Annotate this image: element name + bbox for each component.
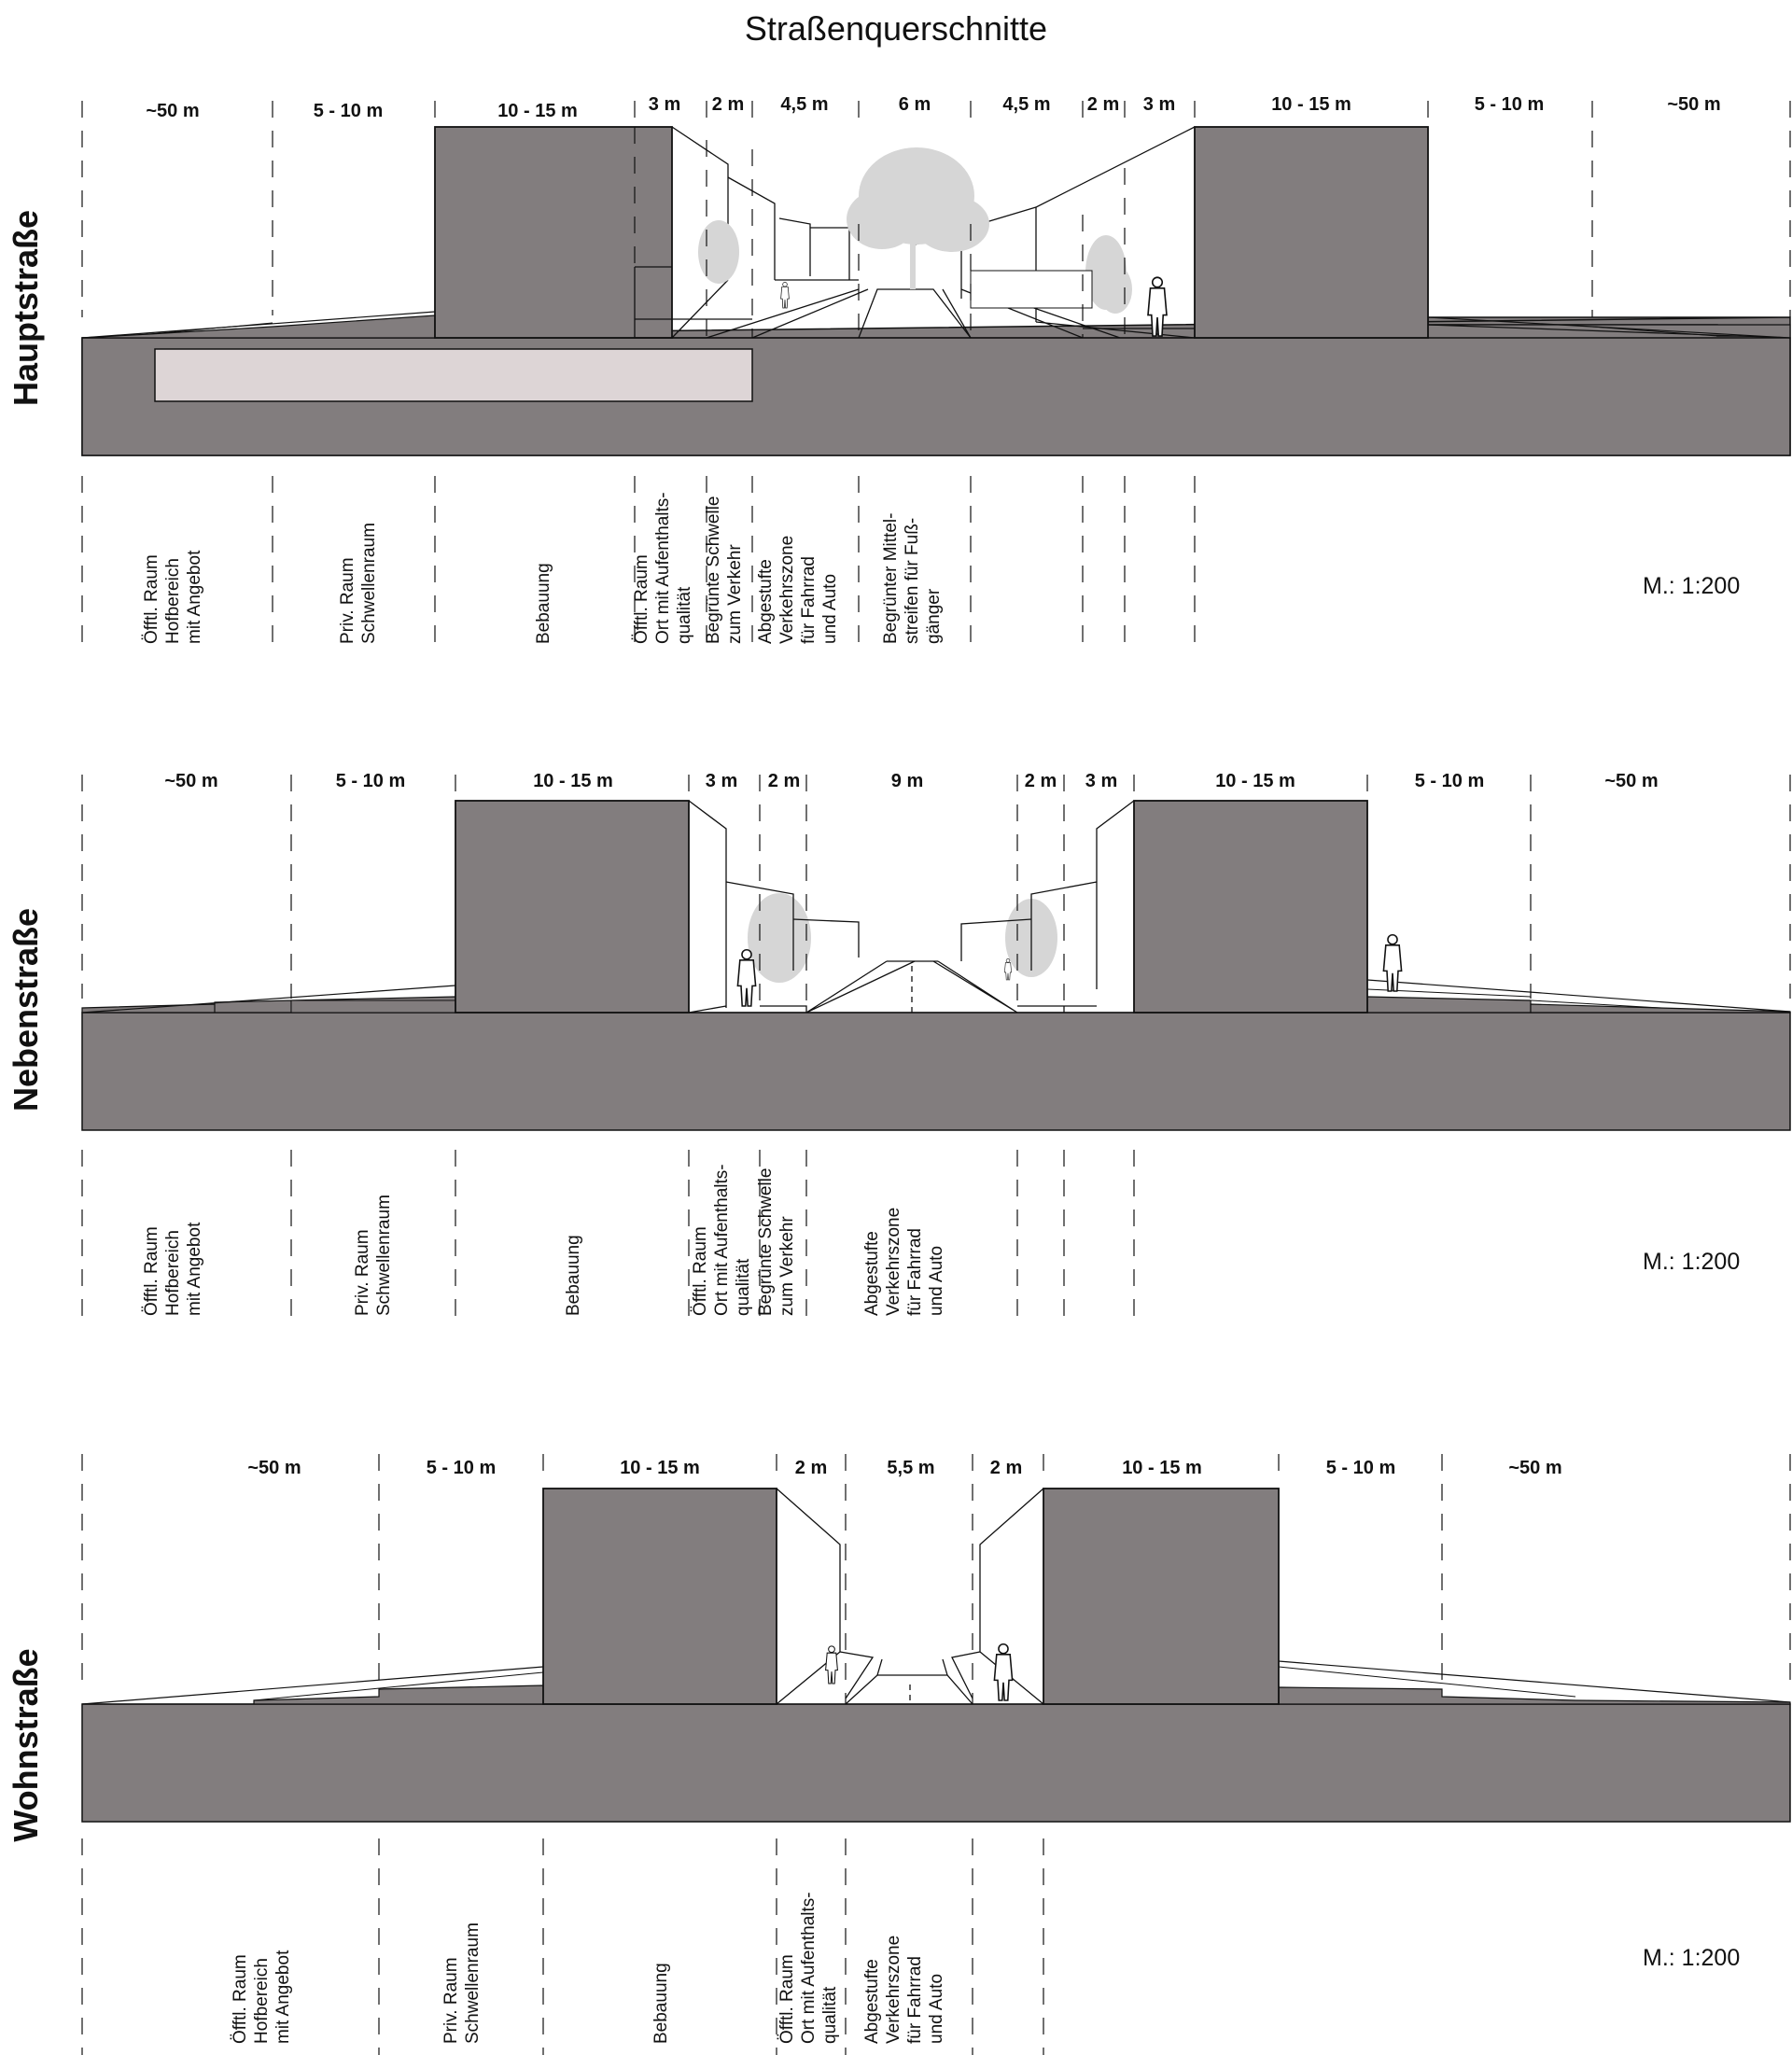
dimension-label: 5 - 10 m bbox=[1325, 1458, 1396, 1478]
zone-label: Priv. Raum Schwellenraum bbox=[338, 523, 379, 644]
building-left bbox=[543, 1489, 777, 1704]
zone-label: Öfftl. Raum Ort mit Aufenthalts- qualität bbox=[632, 492, 694, 644]
building-right bbox=[1134, 801, 1367, 1013]
dimension-label: ~50 m bbox=[164, 771, 218, 791]
dimension-label: 10 - 15 m bbox=[1271, 94, 1351, 115]
zone-label: Begrünte Schwelle zum Verkehr bbox=[756, 1167, 797, 1316]
zone-label: Abgestufte Verkehrszone für Fahrrad und Auto bbox=[862, 1207, 946, 1316]
underground-garage bbox=[155, 349, 752, 401]
dimension-label: 3 m bbox=[705, 771, 738, 791]
section-name: Hauptstraße bbox=[7, 209, 45, 407]
zone-label: Bebauung bbox=[564, 1235, 583, 1316]
page-title: Straßenquerschnitte bbox=[744, 9, 1048, 48]
ground-section bbox=[82, 1013, 1790, 1130]
dimension-label: 3 m bbox=[1142, 94, 1176, 115]
dimension-labels bbox=[247, 1458, 1561, 1478]
dimension-label: 2 m bbox=[1086, 94, 1120, 115]
dimension-label: 3 m bbox=[648, 94, 681, 115]
zone-labels bbox=[142, 1164, 946, 1316]
dimension-label: 9 m bbox=[890, 771, 924, 791]
dimension-label: 5 - 10 m bbox=[426, 1458, 497, 1478]
dimension-label: 6 m bbox=[898, 94, 931, 115]
dimension-label: 4,5 m bbox=[780, 94, 829, 115]
zone-label: Priv. Raum Schwellenraum bbox=[353, 1195, 394, 1316]
dimension-label: 10 - 15 m bbox=[533, 771, 613, 791]
zone-label: Öfftl. Raum Ort mit Aufenthalts- qualität bbox=[777, 1892, 840, 2044]
dimension-label: 10 - 15 m bbox=[1122, 1458, 1202, 1478]
dimension-label: ~50 m bbox=[146, 101, 200, 121]
ground-section bbox=[82, 1704, 1790, 1822]
dimension-label: 2 m bbox=[767, 771, 801, 791]
building-right bbox=[1195, 127, 1428, 338]
dimension-label: 5 - 10 m bbox=[313, 101, 384, 121]
dimension-label: ~50 m bbox=[1667, 94, 1721, 115]
dimension-label: 2 m bbox=[794, 1458, 828, 1478]
dimension-label: ~50 m bbox=[1508, 1458, 1562, 1478]
zone-label: Begrünte Schwelle zum Verkehr bbox=[704, 496, 745, 644]
zone-label: Priv. Raum Schwellenraum bbox=[441, 1922, 483, 2044]
dimension-label: 10 - 15 m bbox=[620, 1458, 700, 1478]
dimension-label: 2 m bbox=[711, 94, 745, 115]
zone-label: Abgestufte Verkehrszone für Fahrrad und Auto bbox=[862, 1935, 946, 2044]
zone-label: Öfftl. Raum Ort mit Aufenthalts- qualität bbox=[691, 1164, 753, 1316]
building-right bbox=[1043, 1489, 1279, 1704]
dimension-label: 10 - 15 m bbox=[1215, 771, 1295, 791]
dimension-label: 5,5 m bbox=[887, 1458, 935, 1478]
scale-label: M.: 1:200 bbox=[1643, 1945, 1741, 1971]
scale-label: M.: 1:200 bbox=[1643, 573, 1741, 599]
zone-label: Öfftl. Raum Hofbereich mit Angebot bbox=[142, 1222, 204, 1316]
dimension-labels bbox=[164, 771, 1658, 791]
dimension-label: ~50 m bbox=[1604, 771, 1659, 791]
dimension-label: 3 m bbox=[1085, 771, 1118, 791]
section-nebenstrasse bbox=[7, 771, 1790, 1316]
dimension-labels bbox=[146, 94, 1720, 121]
dimension-label: 4,5 m bbox=[1002, 94, 1051, 115]
section-name: Nebenstraße bbox=[7, 907, 45, 1112]
person-figure bbox=[826, 1644, 1013, 1700]
zone-label: Öfftl. Raum Hofbereich mit Angebot bbox=[142, 550, 204, 644]
zone-label: Bebauung bbox=[651, 1963, 671, 2044]
zone-labels bbox=[142, 492, 944, 644]
scale-label: M.: 1:200 bbox=[1643, 1249, 1741, 1275]
section-name: Wohnstraße bbox=[7, 1648, 45, 1842]
building-left bbox=[455, 801, 689, 1013]
dimension-label: 2 m bbox=[1024, 771, 1057, 791]
building-left bbox=[435, 127, 672, 338]
zone-label: Begrünter Mittel- streifen für Fuß- gänger bbox=[881, 512, 944, 644]
dimension-label: 5 - 10 m bbox=[1414, 771, 1485, 791]
dimension-label: 2 m bbox=[989, 1458, 1023, 1478]
zone-label: Öfftl. Raum Hofbereich mit Angebot bbox=[231, 1950, 293, 2044]
section-wohnstrasse bbox=[7, 1454, 1790, 2055]
dimension-label: 10 - 15 m bbox=[497, 101, 578, 121]
dimension-label: ~50 m bbox=[247, 1458, 301, 1478]
zone-labels bbox=[231, 1892, 946, 2044]
dimension-label: 5 - 10 m bbox=[335, 771, 406, 791]
section-hauptstrasse bbox=[7, 94, 1790, 644]
zone-label: Abgestufte Verkehrszone für Fahrrad und Auto bbox=[756, 535, 840, 644]
zone-label: Bebauung bbox=[534, 563, 553, 644]
dimension-label: 5 - 10 m bbox=[1474, 94, 1545, 115]
